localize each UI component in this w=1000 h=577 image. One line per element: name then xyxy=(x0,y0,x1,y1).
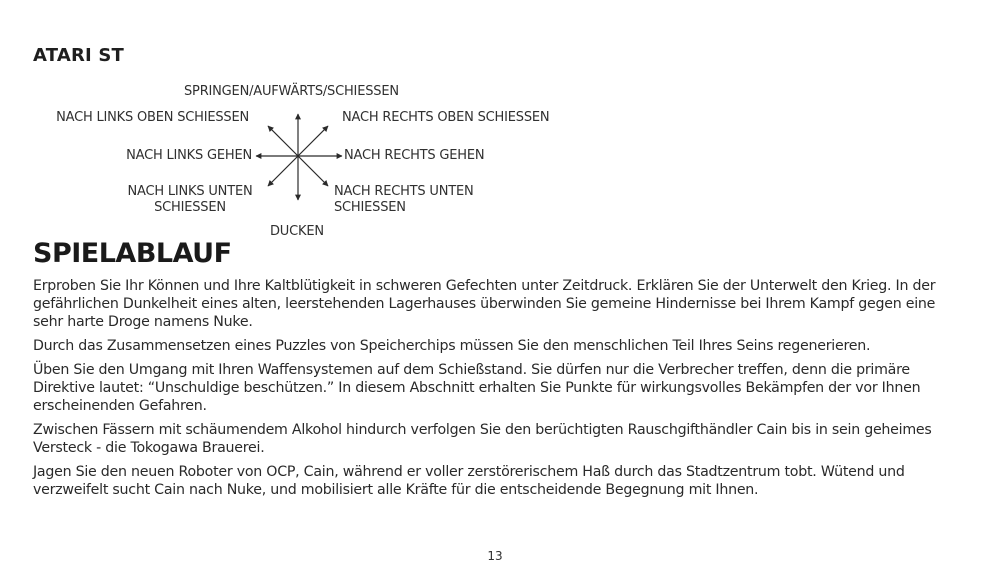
paragraph: Durch das Zusammensetzen eines Puzzles von Speicherchips müssen Sie den menschlichen Teil Ihres Seins regenerieren. xyxy=(33,338,871,354)
arrow-up-right-icon xyxy=(298,126,328,156)
joystick-directions-icon xyxy=(250,108,346,204)
paragraph: Jagen Sie den neuen Roboter von OCP, Cain, während er voller zerstörerischem Haß durch das Stadtzentrum tobt. Wütend und verzweifelt sucht Cain nach Nuke, und mobilisiert alle Kräfte für die entscheidende Begegnung mit Ihnen. xyxy=(33,464,905,498)
body-text xyxy=(33,277,963,505)
paragraph: Üben Sie den Umgang mit Ihren Waffensystemen auf dem Schießstand. Sie dürfen nur die Verbrecher treffen, denn die primäre Direktive lautet: “Unschuldige beschützen.” In diesem Abschnitt erhalten Sie Punkte für wirkungsvolles Bekämpfen der vor Ihnen erscheinenden Gefahren. xyxy=(33,362,921,414)
paragraph: Erproben Sie Ihr Können und Ihre Kaltblütigkeit in schweren Gefechten unter Zeitdruck. Erklären Sie der Unterwelt den Krieg. In der gefährlichen Dunkelheit eines alten, leerstehenden Lagerhauses überwinden Sie gemeine Hindernisse bei Ihrem Kampf gegen eine sehr harte Droge namens Nuke. xyxy=(33,278,936,330)
control-label-up: SPRINGEN/AUFWÄRTS/SCHIESSEN xyxy=(184,84,399,99)
control-label-down-right xyxy=(334,184,474,216)
control-label-up-left: NACH LINKS OBEN SCHIESSEN xyxy=(56,110,249,125)
control-label-down-right-line1: NACH RECHTS UNTEN xyxy=(334,184,474,199)
arrow-down-right-icon xyxy=(298,156,328,186)
control-label-down-left-line2: SCHIESSEN xyxy=(154,200,226,215)
arrow-down-left-icon xyxy=(268,156,298,186)
platform-heading: ATARI ST xyxy=(33,45,125,66)
control-label-down-right-line2: SCHIESSEN xyxy=(334,200,406,215)
section-title: SPIELABLAUF xyxy=(33,238,232,269)
control-label-down: DUCKEN xyxy=(270,224,324,239)
arrow-up-left-icon xyxy=(268,126,298,156)
page-number: 13 xyxy=(487,549,503,563)
control-label-right: NACH RECHTS GEHEN xyxy=(344,148,485,163)
paragraph: Zwischen Fässern mit schäumendem Alkohol hindurch verfolgen Sie den berüchtigten Rauschgifthändler Cain bis in sein geheimes Versteck - die Tokogawa Brauerei. xyxy=(33,422,932,456)
control-label-down-left xyxy=(120,184,260,216)
control-label-up-right: NACH RECHTS OBEN SCHIESSEN xyxy=(342,110,550,125)
control-label-down-left-line1: NACH LINKS UNTEN xyxy=(127,184,253,199)
control-label-left: NACH LINKS GEHEN xyxy=(126,148,252,163)
